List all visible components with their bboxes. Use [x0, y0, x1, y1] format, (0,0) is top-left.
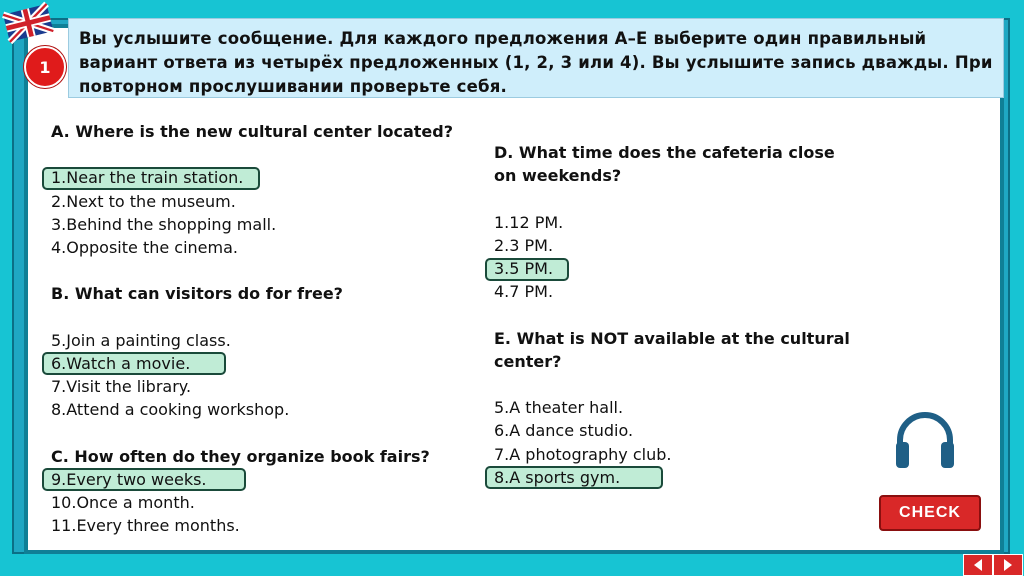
option-c10[interactable]: 10.Once a month.	[51, 493, 195, 513]
uk-flag-icon	[0, 0, 56, 44]
option-b5[interactable]: 5.Join a painting class.	[51, 330, 231, 350]
left-column	[51, 120, 471, 538]
headphones-icon[interactable]	[890, 408, 960, 472]
question-b: B. What can visitors do for free?	[51, 284, 343, 304]
question-a: A. Where is the new cultural center located?	[51, 122, 453, 141]
option-b8[interactable]: 8.Attend a cooking workshop.	[51, 400, 290, 420]
arrow-right-icon[interactable]	[993, 554, 1023, 576]
option-d2[interactable]: 2.3 PM.	[494, 235, 554, 255]
option-b6[interactable]: 6.Watch a movie.	[51, 352, 471, 375]
option-a2[interactable]: 2.Next to the museum.	[51, 191, 236, 211]
option-e7[interactable]: 7.A photography club.	[494, 444, 672, 464]
check-button[interactable]: CHECK	[879, 495, 981, 531]
right-column	[494, 141, 874, 489]
instruction-text: Вы услышите сообщение. Для каждого предложения А–Е выберите один правильный вариант ответа из четырёх предложенных (1, 2, 3 или 4). Вы услышите запись дважды. При повторном прослушивании проверьте себя.	[68, 18, 1004, 98]
question-e: E. What is NOT available at the cultural center?	[494, 328, 850, 371]
option-e8[interactable]: 8.A sports gym.	[494, 466, 874, 489]
option-d4[interactable]: 4.7 PM.	[494, 282, 554, 302]
option-a1[interactable]: 1.Near the train station.	[51, 166, 471, 189]
arrow-left-icon[interactable]	[963, 554, 993, 576]
option-c9[interactable]: 9.Every two weeks.	[51, 468, 471, 491]
option-d1[interactable]: 1.12 PM.	[494, 212, 564, 232]
option-b7[interactable]: 7.Visit the library.	[51, 377, 192, 397]
option-a3[interactable]: 3.Behind the shopping mall.	[51, 214, 277, 234]
option-e6[interactable]: 6.A dance studio.	[494, 421, 634, 441]
option-d3[interactable]: 3.5 PM.	[494, 257, 874, 280]
option-c11[interactable]: 11.Every three months.	[51, 516, 240, 536]
question-d: D. What time does the cafeteria close on weekends?	[494, 143, 835, 186]
task-number-badge: 1	[24, 46, 66, 88]
option-e5[interactable]: 5.A theater hall.	[494, 398, 624, 418]
slide-navigation	[963, 554, 1023, 576]
question-c: C. How often do they organize book fairs?	[51, 446, 430, 466]
option-a4[interactable]: 4.Opposite the cinema.	[51, 238, 238, 257]
